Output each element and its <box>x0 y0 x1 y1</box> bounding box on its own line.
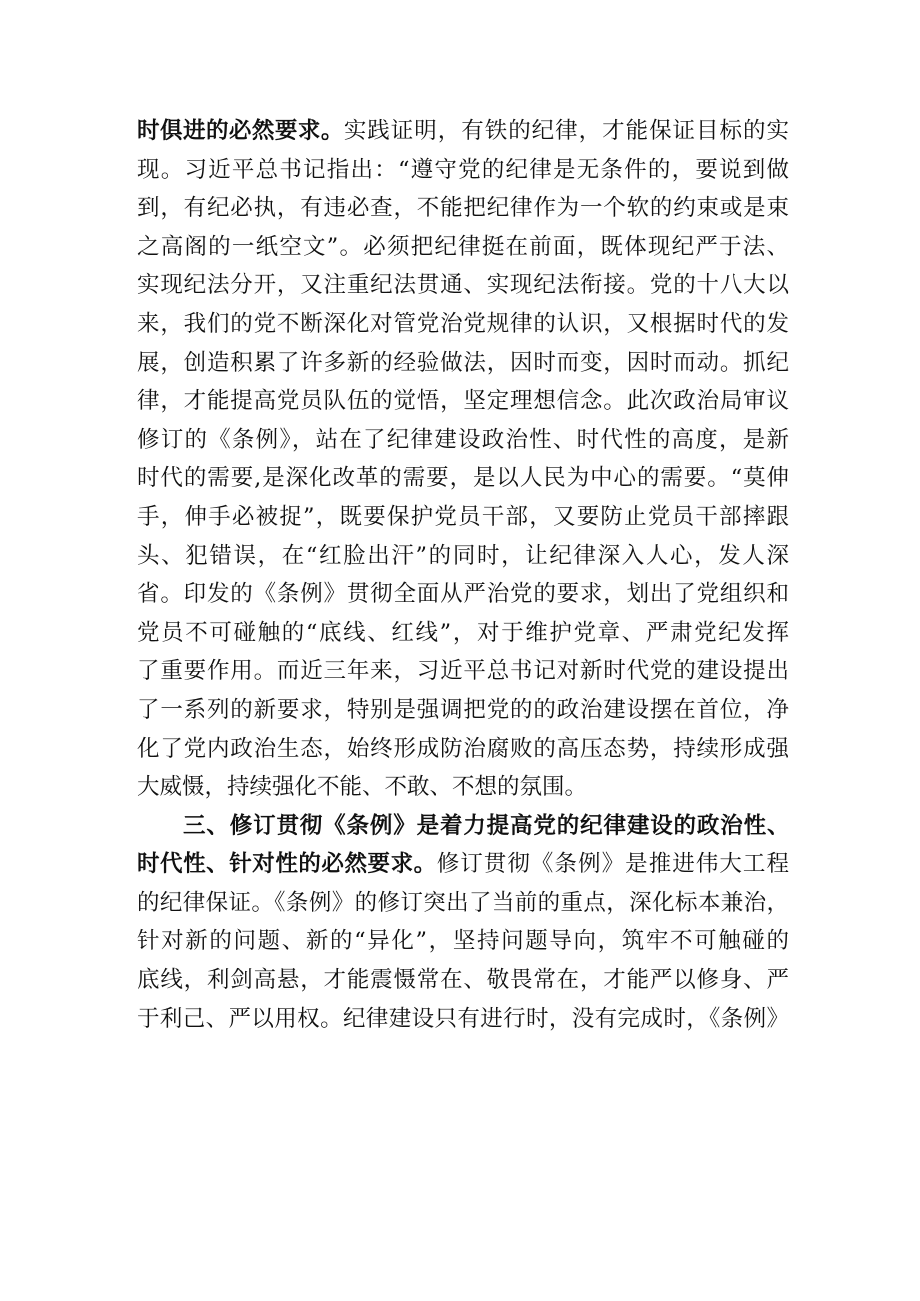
section-heading-line <box>137 807 789 846</box>
line-text: 党员不可碰触的“底线、红线”，对于维护党章、严肃党纪发挥 <box>137 619 789 646</box>
text-line <box>137 575 789 614</box>
text-line <box>137 305 789 344</box>
line-text: 之高阁的一纸空文”。必须把纪律挺在前面，既体现纪严于法、 <box>137 233 789 260</box>
line-text: 大威慑，持续强化不能、不敢、不想的氛围。 <box>137 774 588 801</box>
text-line <box>137 961 789 1000</box>
text-line <box>137 112 789 151</box>
text-line <box>137 189 789 228</box>
line-text: 底线，利剑高悬，才能震慑常在、敬畏常在，才能严以修身、严 <box>137 967 789 994</box>
line-text: 针对新的问题、新的“异化”，坚持问题导向，筑牢不可触碰的 <box>137 928 789 955</box>
line-text: 修订贯彻《条例》是推进伟大工程 <box>436 851 789 878</box>
text-line <box>137 691 789 730</box>
line-text: 到，有纪必执，有违必查，不能把纪律作为一个软的约束或是束 <box>137 195 789 222</box>
text-line <box>137 884 789 923</box>
section-heading: 三、修订贯彻《条例》是着力提高党的纪律建设的政治性、 <box>183 812 789 839</box>
line-text: 化了党内政治生态，始终形成防治腐败的高压态势，持续形成强 <box>137 735 789 762</box>
text-line <box>137 266 789 305</box>
line-text: 了重要作用。而近三年来，习近平总书记对新时代党的建设提出 <box>137 658 789 685</box>
text-line <box>137 922 789 961</box>
text-line <box>137 652 789 691</box>
text-line <box>137 151 789 190</box>
line-text: 省。印发的《条例》贯彻全面从严治党的要求，划出了党组织和 <box>137 581 789 608</box>
text-line <box>137 498 789 537</box>
line-text: 的纪律保证。《条例》的修订突出了当前的重点，深化标本兼治， <box>137 889 789 916</box>
text-line <box>137 459 789 498</box>
text-line <box>137 344 789 383</box>
text-line <box>137 768 789 807</box>
line-text: 实现纪法分开，又注重纪法贯通、实现纪法衔接。党的十八大以 <box>137 272 789 299</box>
line-text: 来，我们的党不断深化对管党治党规律的认识，又根据时代的发 <box>137 310 789 337</box>
document-body <box>137 112 789 1038</box>
text-line <box>137 730 789 769</box>
line-text: 现。习近平总书记指出：“遵守党的纪律是无条件的，要说到做 <box>137 156 789 183</box>
text-line <box>137 614 789 653</box>
text-line <box>137 537 789 576</box>
line-text: 展，创造积累了许多新的经验做法，因时而变，因时而动。抓纪 <box>137 349 789 376</box>
line-text: 律，才能提高党员队伍的觉悟，坚定理想信念。此次政治局审议 <box>137 388 789 415</box>
text-line <box>137 1000 789 1039</box>
text-line <box>137 845 789 884</box>
line-text: 实践证明，有铁的纪律，才能保证目标的实 <box>343 118 789 144</box>
text-line <box>137 228 789 267</box>
line-text: 修订的《条例》，站在了纪律建设政治性、时代性的高度，是新 <box>137 426 789 453</box>
line-text: 手，伸手必被捉”，既要保护党员干部，又要防止党员干部摔跟 <box>137 503 789 530</box>
line-text: 于利己、严以用权。纪律建设只有进行时，没有完成时，《条例》 <box>137 1005 789 1032</box>
line-text: 头、犯错误，在“红脸出汗”的同时，让纪律深入人心，发人深 <box>137 542 789 569</box>
line-text: 时代的需要,是深化改革的需要，是以人民为中心的需要。“莫伸 <box>137 465 789 492</box>
text-line <box>137 382 789 421</box>
bold-heading: 时俱进的必然要求。 <box>137 118 344 144</box>
text-line <box>137 421 789 460</box>
paragraph-1 <box>137 112 789 807</box>
line-text: 了一系列的新要求，特别是强调把党的的政治建设摆在首位，净 <box>137 696 789 723</box>
bold-heading: 时代性、针对性的必然要求。 <box>137 851 437 878</box>
paragraph-2 <box>137 807 789 1039</box>
